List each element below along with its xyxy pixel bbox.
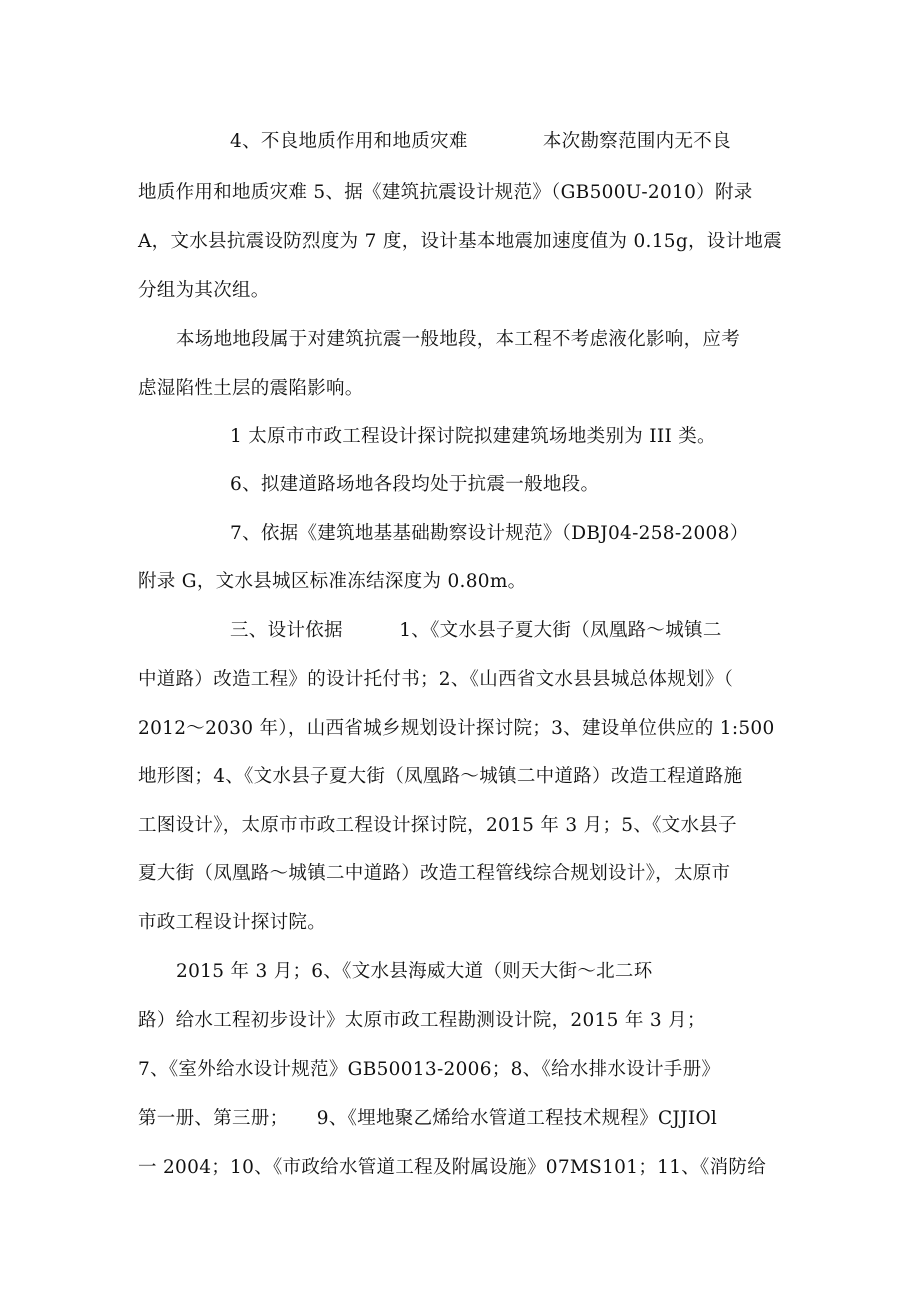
text-line: 本场地地段属于对建筑抗震一般地段，本工程不考虑液化影响，应考: [176, 329, 741, 350]
text-line: 三、设计依据 1、《文水县子夏大街（凤凰路～城镇二: [230, 620, 722, 641]
text-line: 工图设计》，太原市市政工程设计探讨院，2015 年 3 月；5、《文水县子: [138, 815, 737, 836]
text-line: 地形图；4、《文水县子夏大街（凤凰路～城镇二中道路）改造工程道路施: [138, 766, 743, 787]
text-line: 6、拟建道路场地各段均处于抗震一般地段。: [230, 474, 600, 495]
text-line: 附录 G，文水县城区标准冻结深度为 0.80m。: [138, 571, 527, 592]
text-line: 2012～2030 年），山西省城乡规划设计探讨院；3、建设单位供应的 1:500: [138, 718, 775, 739]
text-line: 7、依据《建筑地基基础勘察设计规范》（DBJ04-258-2008）: [230, 523, 749, 544]
text-line: 路）给水工程初步设计》太原市政工程勘测设计院，2015 年 3 月；: [138, 1010, 706, 1031]
text-line: 第一册、第三册； 9、《埋地聚乙烯给水管道工程技术规程》CJJIOl: [138, 1108, 718, 1129]
text-line: 一 2004；10、《市政给水管道工程及附属设施》07MS101；11、《消防给: [138, 1157, 767, 1178]
text-line: 虑湿陷性土层的震陷影响。: [138, 378, 364, 399]
text-line: 1 太原市市政工程设计探讨院拟建建筑场地类别为 III 类。: [230, 426, 716, 447]
text-line: 2015 年 3 月；6、《文水县海威大道（则天大街～北二环: [176, 961, 653, 982]
text-line: 7、《室外给水设计规范》GB50013-2006；8、《给水排水设计手册》: [138, 1059, 721, 1080]
text-line: A，文水县抗震设防烈度为 7 度，设计基本地震加速度值为 0.15g，设计地震: [138, 231, 783, 252]
text-line: 分组为其次组。: [138, 280, 270, 301]
text-line: 中道路）改造工程》的设计托付书；2、《山西省文水县县城总体规划》（: [138, 669, 734, 690]
text-line: 夏大街（凤凰路～城镇二中道路）改造工程管线综合规划设计》，太原市: [138, 863, 731, 884]
text-line: 地质作用和地质灾难 5、据《建筑抗震设计规范》（GB500U-2010）附录: [138, 182, 753, 203]
text-line: 市政工程设计探讨院。: [138, 912, 327, 933]
text-line: 4、不良地质作用和地质灾难 本次勘察范围内无不良: [230, 131, 731, 152]
